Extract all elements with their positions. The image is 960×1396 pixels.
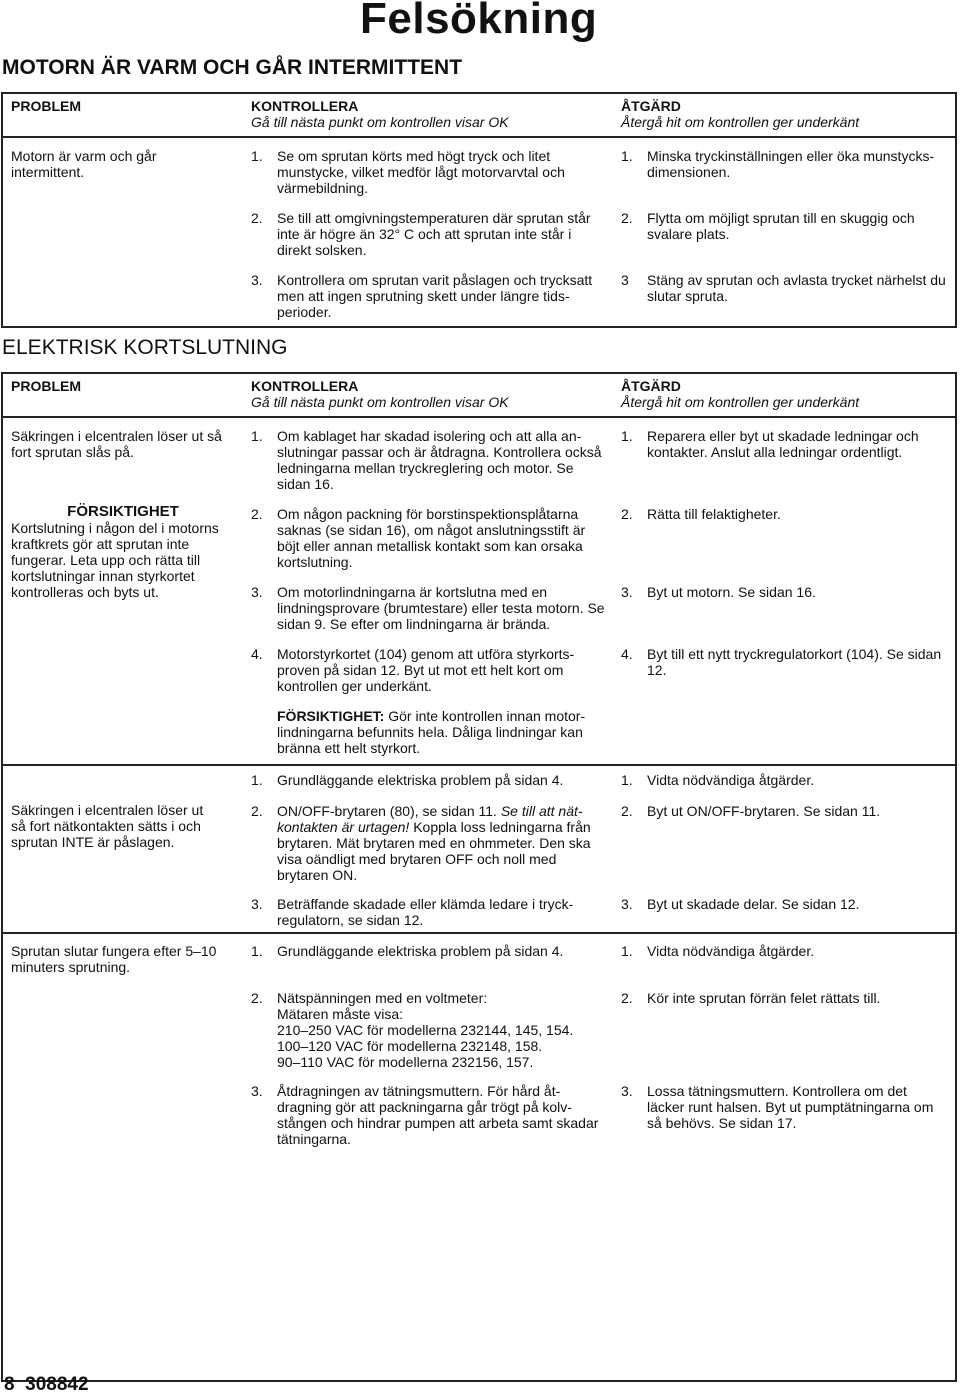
header-check: KONTROLLERA Gå till nästa punkt om kontrollen visar OK (251, 378, 509, 410)
caution-label: FÖRSIKTIGHET: (277, 708, 385, 724)
problem-text: Säkringen i elcentralen löser ut så fort sprutan slås på. (11, 428, 222, 460)
page-number: 8 (4, 1374, 15, 1395)
row-divider (3, 764, 955, 766)
warning-title: FÖRSIKTIGHET (67, 503, 179, 520)
page-title: Felsökning (360, 0, 598, 43)
row-divider (3, 932, 955, 934)
warning-box (11, 504, 235, 600)
problem-text: Sprutan slutar fungera efter 5–10 minuters sprutning. (11, 943, 217, 975)
warning-text: Kortslutning i någon del i motorns kraftkrets gör att sprutan inte fungerar. Leta upp och rätta till kortslutningar innan styrkortet kontrolleras och byts ut. (11, 520, 219, 600)
section-heading-motor: MOTORN ÄR VARM OCH GÅR INTERMITTENT (2, 56, 463, 79)
table-header (3, 94, 955, 138)
section-heading-electric: ELEKTRISK KORTSLUTNING (2, 336, 288, 359)
document-number: 308842 (25, 1374, 89, 1395)
header-problem: PROBLEM (11, 98, 81, 114)
header-problem: PROBLEM (11, 378, 81, 394)
table-header (3, 374, 955, 418)
header-action: ÅTGÄRD Återgå hit om kontrollen ger underkänt (621, 378, 860, 410)
caution-note (277, 708, 607, 756)
table-electric: PROBLEM KONTROLLERA Gå till nästa punkt om kontrollen visar OK ÅTGÄRD Återgå hit om kontrollen ger underkänt Säkringen i elcentralen löser ut så fort sprutan slås på. FÖRSIKTIGHET Kortslutning i någon del i motorns kraftkrets gör att sprutan inte fungerar. Leta upp och rätta till kortslutningar innan styrkortet kontrolleras och byts ut. 1. Om kablaget har skadad isolering och att alla an-slutningar passar och är åtdragna. Kontrollera också ledningarna mellan tryckreglering och motor. Se sidan 16. 2. Om någon packning för borstinspektionsplåtarna saknas (se sidan 16), om något anslutningsstift är böjt eller annan metallisk kontakt som kan orsaka kortslutning. 3. Om motorlindningarna är kortslutna med en lindningsprovare (brumtestare) eller testa motorn. Se sidan 9. Se efter om lindningarna är brända. 4. Motorstyrkortet (104) genom att utföra styrkorts-proven på sidan 12. Byt ut mot ett helt kort om kontrollen ger underkänt. FÖRSIKTIGHET: Gör inte kontrollen innan motor-lindningarna befunnits hela. Dåliga lindningar kan bränna ett helt styrkort. 1. Reparera eller byt ut skadade ledningar och kontakter. Anslut alla ledningar ordentligt. 2. Rätta till felaktigheter. 3. Byt ut motorn. Se sidan 16. 4. Byt till ett nytt tryckregulatorkort (104). Se sidan 12. Säkringen i elcentralen löser ut så fort nätkontakten sätts i och sprutan INTE är påslagen. 1. Grundläggande elektriska problem på sidan 4. 2. ON/OFF-brytaren (80), se sidan 11. Se till att nät-kontakten är urtagen! Koppla loss ledningarna från brytaren. Mät brytaren med en ohmmeter. Den ska visa oändligt med brytaren OFF och noll med brytaren ON. 3. Beträffande skadade eller klämda ledare i tryck-regulatorn, se sidan 12. 1. Vidta nödvändiga åtgärder. 2. Byt ut ON/OFF-brytaren. Se sidan 11. 3. Byt ut skadade delar. Se sidan 12. Sprutan slutar fungera efter 5–10 minuters sprutning. 1. Grundläggande elektriska problem på sidan 4. 2. Nätspänningen med en voltmeter: Mätaren måste visa: 210–250 VAC för modellerna 232144, 145, 154. 100–120 VAC för modellerna 232148, 158. 90–110 VAC för modellerna 232156, 157. 3. Åtdragningen av tätningsmuttern. För hård åt-dragning gör att packningarna går trögt på kolv-stången och hindrar pumpen att arbeta samt skadar tätningarna. 1. Vidta nödvändiga åtgärder. 2. Kör inte sprutan förrän felet rättats till. 3. Lossa tätningsmuttern. Kontrollera om det läcker runt halsen. Byt ut pumptätningarna om så behövs. Se sidan 17. (1, 372, 957, 1382)
header-check: KONTROLLERA Gå till nästa punkt om kontrollen visar OK (251, 98, 509, 130)
problem-text: Motorn är varm och går intermittent. (11, 148, 157, 180)
header-action: ÅTGÄRD Återgå hit om kontrollen ger underkänt (621, 98, 860, 130)
problem-text: Säkringen i elcentralen löser ut så fort nätkontakten sätts i och sprutan INTE är påslagen. (11, 802, 204, 850)
caution-text: Gör inte kontrollen innan motor-lindningarna befunnits hela. Dåliga lindningar kan bränna ett helt styrkort. (277, 708, 586, 756)
table-motor: PROBLEM KONTROLLERA Gå till nästa punkt om kontrollen visar OK ÅTGÄRD Återgå hit om kontrollen ger underkänt Motorn är varm och går intermittent. 1. Se om sprutan körts med högt tryck och litet munstycke, vilket medför lågt motorvarvtal och värmebildning. 2. Se till att omgivningstemperaturen där sprutan står inte är högre än 32° C och att sprutan inte står i direkt solsken. 3. Kontrollera om sprutan varit påslagen och trycksatt men att ingen sprutning skett under längre tids-perioder. 1. Minska tryckinställningen eller öka munstycks-dimensionen. 2. Flytta om möjligt sprutan till en skuggig och svalare plats. 3 Stäng av sprutan och avlasta trycket närhelst du slutar spruta. (1, 92, 957, 328)
